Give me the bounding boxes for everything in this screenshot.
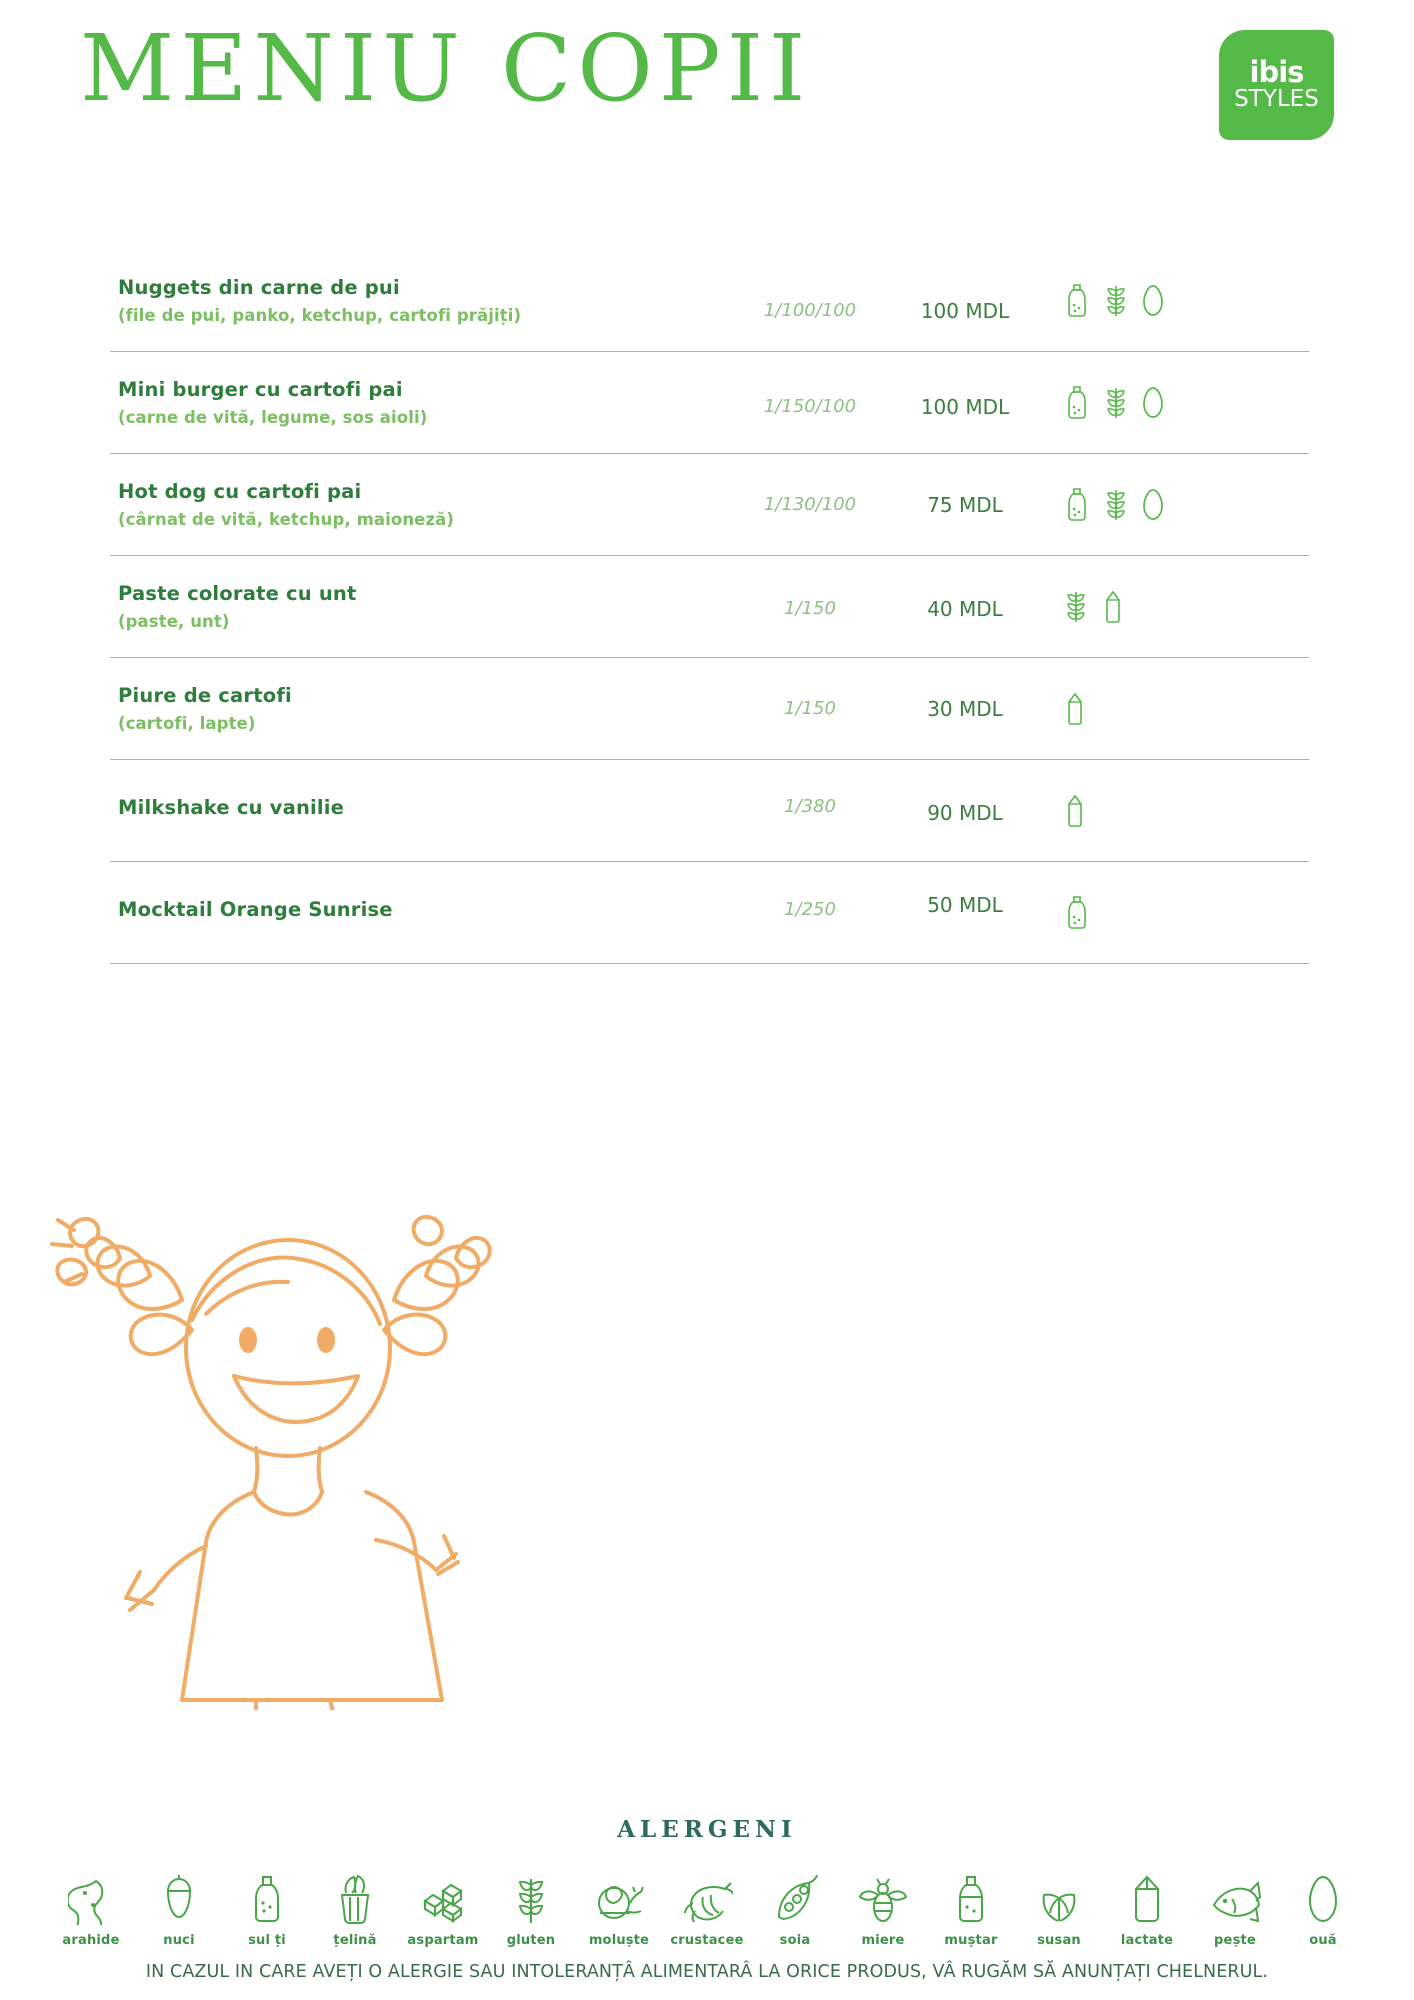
bee-honey-icon [859,1865,907,1925]
oua-icon [1140,385,1166,421]
menu-item-text [110,378,730,427]
allergen-item [48,1865,134,1948]
gluten-icon [1102,283,1130,319]
allergen-item [664,1865,750,1948]
mustar-icon [1062,895,1092,931]
logo-text-styles: STYLES [1234,85,1319,112]
mustar-icon [1062,385,1092,421]
menu-item-quantity: 1/380 [784,796,836,817]
menu-item-description: (cârnat de vită, ketchup, maioneză) [118,510,455,529]
gluten-icon [1102,385,1130,421]
menu-item-name: Milkshake cu vanilie [118,795,345,819]
mustar-icon [1062,283,1092,319]
allergen-item [1280,1865,1366,1948]
menu-item-row [110,556,1309,658]
menu-item-name: Paste colorate cu unt [118,582,357,605]
menu-item-name: Mini burger cu cartofi pai [118,378,403,401]
oua-icon [1140,487,1166,523]
allergen-label: lactate [1120,1933,1174,1948]
allergen-item [136,1865,222,1948]
menu-item-quantity: 1/150 [784,598,836,619]
egg-icon [1304,1865,1342,1925]
mustard-bottle-icon [952,1865,990,1925]
menu-item-text [110,276,730,325]
mustar-icon [1062,487,1092,523]
menu-item-description: (carne de vită, legume, sos aioli) [118,408,428,427]
menu-item-text [110,684,730,733]
menu-item-row [110,862,1309,964]
allergen-label: ouă [1309,1933,1337,1948]
celery-icon [332,1865,378,1925]
page-header [0,0,1414,190]
menu-item-description: (cartofi, lapte) [118,714,256,733]
page-title: MENIU COPII [80,15,812,122]
allergen-strip [0,1865,1414,1948]
peanut-icon [68,1865,114,1925]
menu-item-row [110,658,1309,760]
fish-icon [1208,1865,1262,1925]
allergen-label: nuci [163,1933,195,1948]
gluten-wheat-icon [511,1865,551,1925]
logo-text-ibis: ibis [1249,54,1304,89]
mollusc-snail-icon [594,1865,644,1925]
menu-item-price: 50 MDL [927,892,1003,917]
menu-item-allergen-icons [1040,589,1309,625]
menu-item-allergen-icons [1040,487,1309,523]
allergen-item [400,1865,486,1948]
menu-item-price: 75 MDL [927,492,1003,517]
milk-carton-icon [1128,1865,1166,1925]
allergen-label: sul ți [248,1933,286,1948]
allergen-label: moluște [588,1933,650,1948]
allergen-label: miere [861,1933,905,1948]
shrimp-icon [681,1865,733,1925]
ibis-styles-logo [1219,30,1334,140]
menu-item-price: 40 MDL [927,596,1003,621]
menu-item-description: (file de pui, panko, ketchup, cartofi prăjiți) [118,306,522,325]
allergens-title: ALERGENI [617,1816,797,1843]
menu-item-allergen-icons [1040,793,1309,829]
menu-item-row [110,454,1309,556]
allergen-item [1104,1865,1190,1948]
allergen-label: gluten [506,1933,556,1948]
menu-item-description: (paste, unt) [118,612,230,631]
gluten-icon [1062,589,1090,625]
menu-item-quantity: 1/130/100 [763,494,857,515]
allergen-item [488,1865,574,1948]
menu-item-name: Nuggets din carne de pui [118,276,400,299]
allergen-label: țelină [333,1933,377,1948]
menu-item-text [110,480,730,529]
menu-item-quantity: 1/100/100 [763,300,857,321]
lactate-icon [1100,589,1126,625]
gluten-icon [1102,487,1130,523]
allergen-label: soia [779,1933,811,1948]
allergen-label: crustacee [670,1933,744,1948]
allergen-item [752,1865,838,1948]
oua-icon [1140,283,1166,319]
menu-item-price: 90 MDL [927,800,1003,825]
allergen-item [928,1865,1014,1948]
allergen-label: arahide [62,1933,120,1948]
allergen-item [576,1865,662,1948]
allergen-item [312,1865,398,1948]
menu-item-name: Hot dog cu cartofi pai [118,480,362,503]
menu-item-row [110,760,1309,862]
lactate-icon [1062,691,1088,727]
menu-item-price: 100 MDL [920,298,1010,323]
menu-item-text [110,582,730,631]
sulfites-bottle-icon [247,1865,287,1925]
allergen-label: pește [1214,1933,1256,1948]
menu-item-quantity: 1/150/100 [763,396,857,417]
menu-item-quantity: 1/150 [784,698,836,719]
allergen-item [1016,1865,1102,1948]
allergen-item [1192,1865,1278,1948]
allergen-label: aspartam [407,1933,479,1948]
menu-item-name: Mocktail Orange Sunrise [118,897,393,921]
allergen-item [224,1865,310,1948]
menu-item-text [110,898,730,928]
menu-item-allergen-icons [1040,385,1309,421]
allergen-label: susan [1037,1933,1081,1948]
menu-item-allergen-icons [1040,691,1309,727]
menu-item-row [110,250,1309,352]
menu-list [110,250,1309,964]
menu-item-allergen-icons [1040,895,1309,931]
menu-item-price: 30 MDL [927,696,1003,721]
menu-item-price: 100 MDL [920,394,1010,419]
allergens-section [0,1816,1414,1982]
sesame-icon [1034,1865,1084,1925]
menu-item-text [110,796,730,826]
menu-item-allergen-icons [1040,283,1309,319]
child-illustration [20,1180,560,1710]
lactate-icon [1062,793,1088,829]
allergen-item [840,1865,926,1948]
allergen-label: muștar [944,1933,998,1948]
soy-pod-icon [771,1865,819,1925]
allergy-disclaimer: IN CAZUL IN CARE AVEȚI O ALERGIE SAU INTOLERANȚÂ ALIMENTARÂ LA ORICE PRODUS, VÂ RUGĂM SĂ ANUNȚAȚI CHELNERUL. [145,1962,1269,1982]
nut-icon [156,1865,202,1925]
menu-item-quantity: 1/250 [784,899,836,920]
menu-item-row [110,352,1309,454]
sugar-cubes-icon [419,1865,467,1925]
menu-item-name: Piure de cartofi [118,684,292,707]
